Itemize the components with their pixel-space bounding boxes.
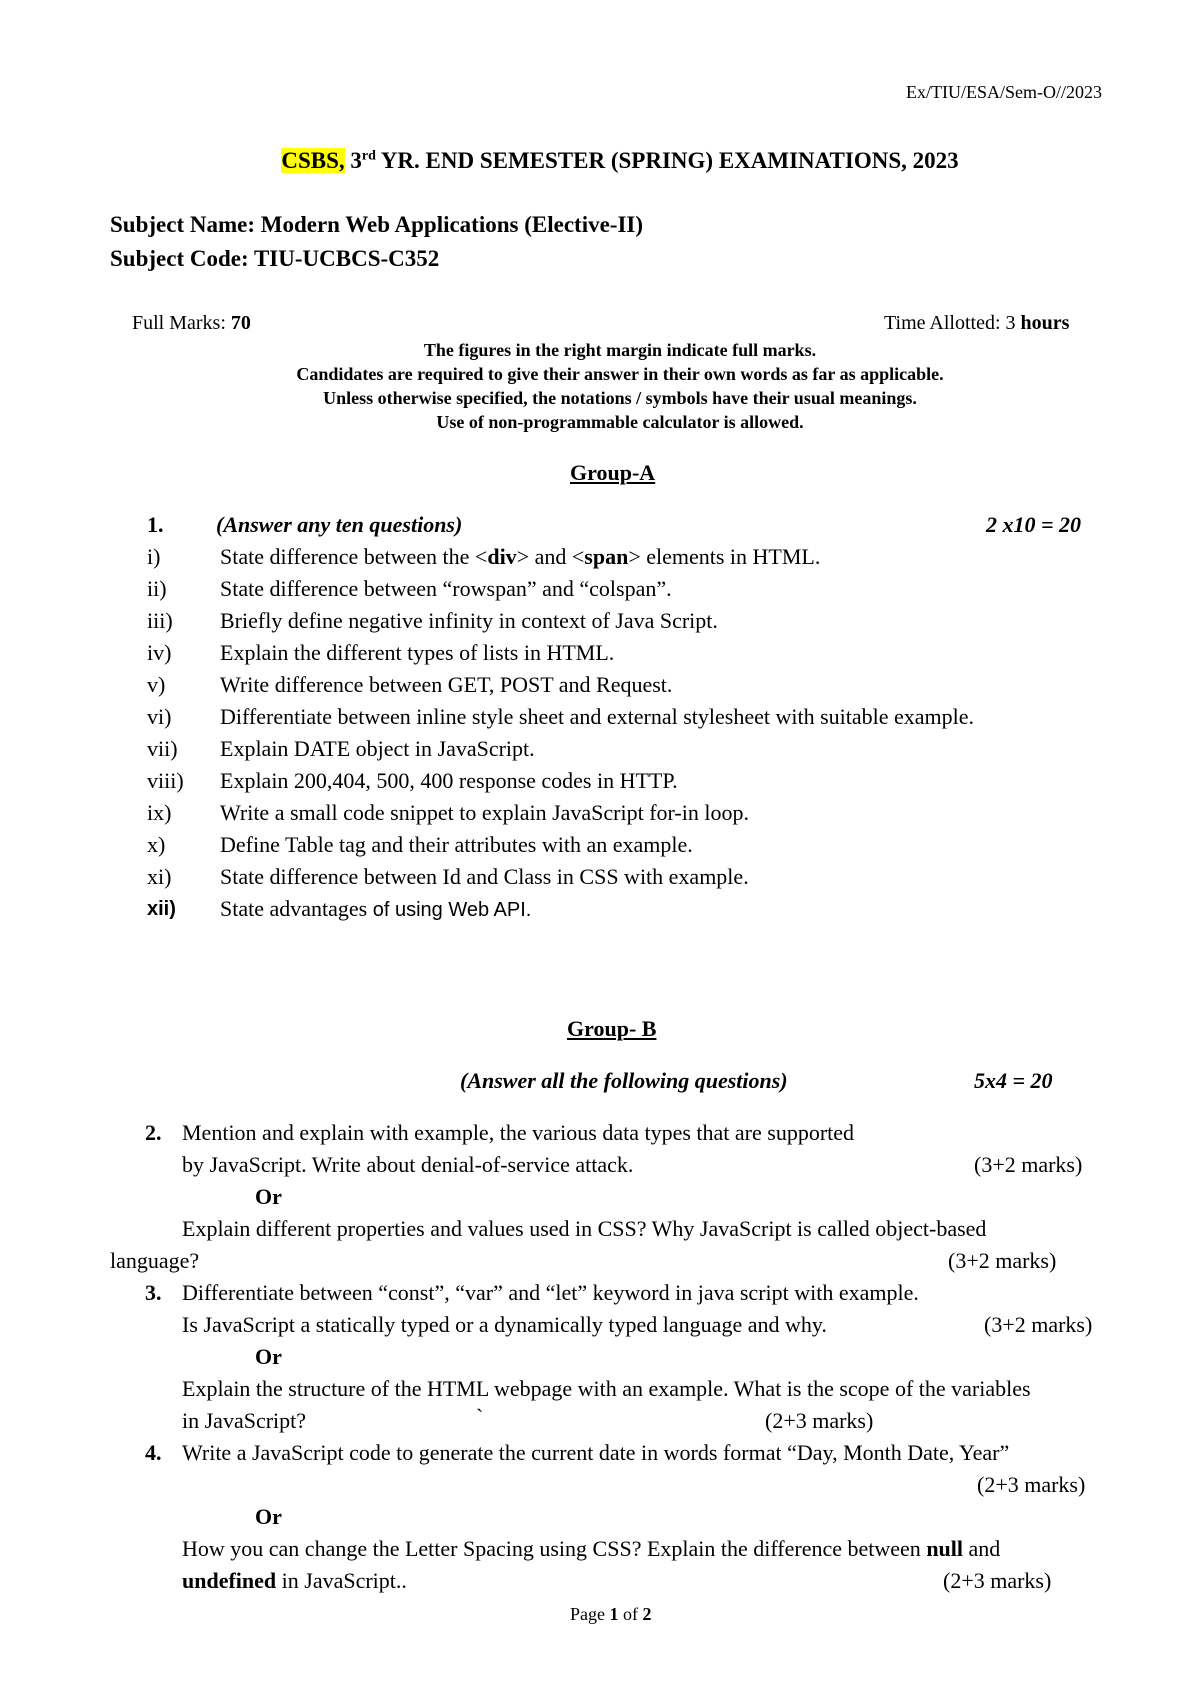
or-separator: Or xyxy=(255,1504,282,1529)
question-text: undefined in JavaScript.. xyxy=(182,1568,407,1593)
instruction-line: The figures in the right margin indicate full marks. xyxy=(423,340,817,360)
question-text: language? xyxy=(110,1248,200,1273)
instruction-line: Use of non-programmable calculator is allowed. xyxy=(436,412,804,432)
question-text: Is JavaScript a statically typed or a dynamically typed language and why. xyxy=(182,1312,827,1337)
item-text: State difference between “rowspan” and “colspan”. xyxy=(220,576,672,601)
item-number: vii) xyxy=(147,736,178,761)
question-text: Differentiate between “const”, “var” and “let” keyword in java script with example. xyxy=(182,1280,919,1305)
page-number: Page 1 of 2 xyxy=(570,1604,652,1624)
item-text: State advantages of using Web API. xyxy=(220,896,532,921)
item-number: xii) xyxy=(147,898,176,920)
item-text: Differentiate between inline style sheet and external stylesheet with suitable example. xyxy=(220,704,975,729)
item-number: x) xyxy=(147,832,166,857)
item-text: Briefly define negative infinity in context of Java Script. xyxy=(220,608,718,633)
or-separator: Or xyxy=(255,1344,282,1369)
exam-reference-code: Ex/TIU/ESA/Sem-O//2023 xyxy=(906,82,1102,102)
question-marks: (3+2 marks) xyxy=(974,1152,1083,1177)
item-text: Explain the different types of lists in HTML. xyxy=(220,640,615,665)
instruction-line: Unless otherwise specified, the notations / symbols have their usual meanings. xyxy=(323,388,917,408)
item-number: iv) xyxy=(147,640,172,665)
question-number: 3. xyxy=(145,1280,162,1305)
question-number: 1. xyxy=(147,512,164,537)
group-a-heading: Group-A xyxy=(570,460,656,485)
item-number: ii) xyxy=(147,576,167,601)
item-text: Explain 200,404, 500, 400 response codes in HTTP. xyxy=(220,768,678,793)
subject-code: Subject Code: TIU-UCBCS-C352 xyxy=(110,246,440,271)
question-text: How you can change the Letter Spacing using CSS? Explain the difference between null and xyxy=(182,1536,1001,1561)
or-separator: Or xyxy=(255,1184,282,1209)
question-text: in JavaScript? xyxy=(182,1408,307,1433)
item-text: Write difference between GET, POST and Request. xyxy=(220,672,673,697)
item-number: vi) xyxy=(147,704,172,729)
group-b-marks: 5x4 = 20 xyxy=(974,1068,1053,1093)
item-number: v) xyxy=(147,672,166,697)
group-b-instruction: (Answer all the following questions) xyxy=(460,1068,788,1093)
item-text: State difference between Id and Class in CSS with example. xyxy=(220,864,749,889)
group-a-instruction: (Answer any ten questions) xyxy=(216,512,463,537)
group-b-heading: Group- B xyxy=(567,1016,657,1041)
question-number: 2. xyxy=(145,1120,162,1145)
item-text: Define Table tag and their attributes with an example. xyxy=(220,832,693,857)
exam-title: CSBS, 3rd YR. END SEMESTER (SPRING) EXAMINATIONS, 2023 xyxy=(281,148,959,173)
group-a-marks: 2 x10 = 20 xyxy=(986,512,1082,537)
time-allotted: Time Allotted: 3 hours xyxy=(884,312,1070,334)
subject-name: Subject Name: Modern Web Applications (Elective-II) xyxy=(110,212,644,237)
title-highlight: CSBS, xyxy=(281,148,345,173)
item-text: Explain DATE object in JavaScript. xyxy=(220,736,535,761)
question-text: Explain the structure of the HTML webpage with an example. What is the scope of the variables xyxy=(182,1376,1031,1401)
question-text: Write a JavaScript code to generate the current date in words format “Day, Month Date, Year” xyxy=(182,1440,1010,1465)
item-number: ix) xyxy=(147,800,172,825)
stray-mark: ` xyxy=(476,1404,484,1429)
question-marks: (2+3 marks) xyxy=(977,1472,1086,1497)
item-text: State difference between the <div> and <span> elements in HTML. xyxy=(220,544,821,569)
item-number: xi) xyxy=(147,864,172,889)
question-marks: (3+2 marks) xyxy=(948,1248,1057,1273)
question-marks: (2+3 marks) xyxy=(765,1408,874,1433)
question-marks: (2+3 marks) xyxy=(943,1568,1052,1593)
question-text: by JavaScript. Write about denial-of-service attack. xyxy=(182,1152,634,1177)
question-number: 4. xyxy=(145,1440,162,1465)
question-text: Mention and explain with example, the various data types that are supported xyxy=(182,1120,855,1145)
item-number: i) xyxy=(147,544,161,569)
question-marks: (3+2 marks) xyxy=(984,1312,1093,1337)
item-number: iii) xyxy=(147,608,173,633)
instruction-line: Candidates are required to give their answer in their own words as far as applicable. xyxy=(296,364,944,384)
full-marks: Full Marks: 70 xyxy=(132,312,251,334)
item-number: viii) xyxy=(147,768,184,793)
question-text: Explain different properties and values used in CSS? Why JavaScript is called object-based xyxy=(182,1216,987,1241)
item-text: Write a small code snippet to explain JavaScript for-in loop. xyxy=(220,800,749,825)
